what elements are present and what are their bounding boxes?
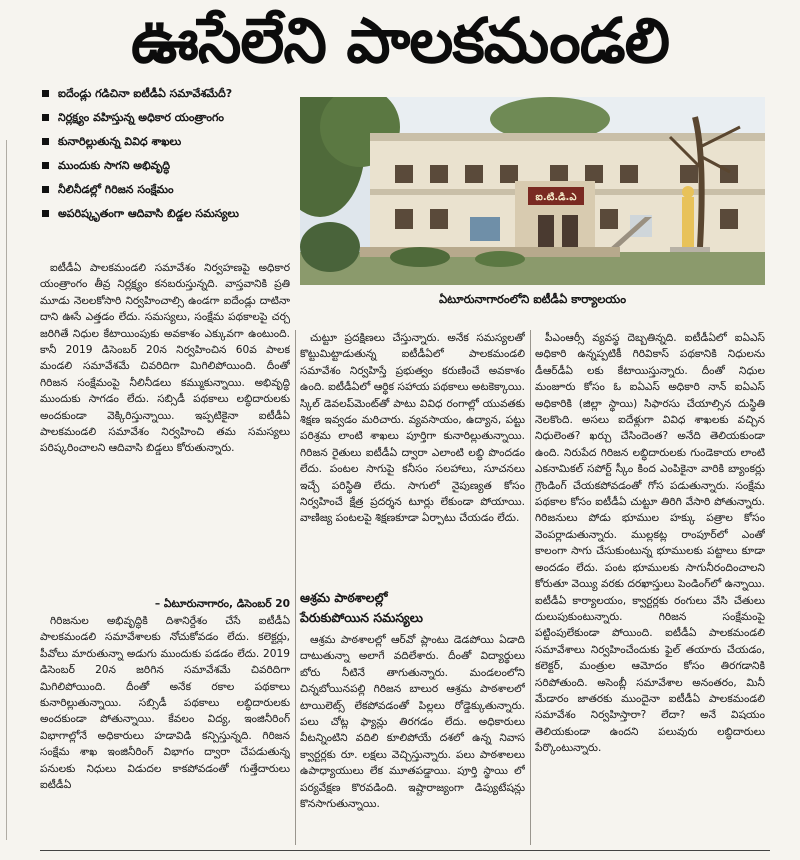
list-item: నీలినీడల్లో గిరిజన సంక్షేమం [40,182,288,198]
article-lead: ఐటీడీఏ పాలకమండలి సమావేశం నిర్వహణపై అధికార యంత్రాంగం తీవ్ర నిర్లక్ష్యం కనబరుస్తున్నది. వాస్తవానికి ప్రతి మూడు నెలలకోసారి నిర్వహించాల్సి ఉండగా ఐదేండ్లు దాటినా దాని ఊసే ఎత్తడం లేదు. సమస్యలు, సంక్షేమ పథకాలపై చర్చ జరిగితే నిధుల కేటాయింపుకు అవకాశం ఎక్కువగా ఉంటుంది. కానీ 2019 డిసెంబర్ 20న నిర్వహించిన 60వ పాలక మండలి సమావేశమే చివరిదిగా మిగిలిపోయింది. దీంతో గిరిజన సంక్షేమంపై నీలినీడలు కమ్ముకున్నాయి. అభివృద్ధి ముందుకు సాగడం లేదు. సబ్సిడీ పథకాలు లబ్ధిదారులకు అందకుండా వెక్కిరిస్తున్నాయి. ఇప్పటికైనా ఐటీడీఏ పాలకమండలి సమావేశం నిర్వహించి తమ సమస్యలు పరిష్కరించాలని ఆదివాసి బిడ్డలు కోరుతున్నారు. [40,262,290,455]
headline: ఊసేలేని పాలకమండలి [130,4,670,77]
list-item: ఐదేండ్లు గడిచినా ఐటీడీఏ సమావేశమేదీ? [40,86,288,102]
square-bullet-icon [42,90,49,97]
dateline: – ఏటూరునాగారం, డిసెంబర్ 20 [154,598,290,610]
square-bullet-icon [42,162,49,169]
highlights-list [40,86,288,230]
article-body-col1: గిరిజనుల అభివృద్ధికి దిశానిర్దేశం చేసే ఐటీడీఏ పాలకమండలి సమావేశాలకు నోచుకోవడం లేదు. కలెక్టర్లు, పీవోలు మారుతున్నా అడుగు ముందుకు పడడం లేదు. 2019 డిసెంబర్ 20న జరిగిన సమావేశమే చివరిదిగా మిగిలిపోయింది. దీంతో అనేక రకాల పథకాలు కునారిల్లుతున్నాయి. సబ్సిడీ పథకాలు లబ్ధిదారులకు అందకుండా పోతున్నాయి. కేవలం విద్య, ఇంజినీరింగ్ విభాగాల్లోనే అధికారులు హడావిడి కన్పిస్తున్నది. గిరిజన సంక్షేమ శాఖ ఇంజినీరింగ్ విభాగం ద్వారా చేపడుతున్న పనులకు నిధులు విడుదల కాకపోవడంతో గుత్తేదారులు ఐటీడీఏ [40,615,290,792]
list-item: నిర్లక్ష్యం వహిస్తున్న అధికార యంత్రాంగం [40,110,288,126]
square-bullet-icon [42,210,49,217]
column-divider [295,330,296,845]
article-body-col2: చుట్టూ ప్రదక్షిణలు చేస్తున్నారు. అనేక సమస్యలతో కొట్టుమిట్టాడుతున్న ఐటీడీఏలో పాలకమండలి సమావేశం నిర్వహిస్తే ప్రభుత్వం కరుణించే అవకాశం ఉంది. ఐటీడీఏలో ఆర్థిక సహాయ పథకాలు అటకెక్కాయి. స్కిల్ డెవలప్‌మెంట్‌తో పాటు వివిధ రంగాల్లో యువతకు శిక్షణ ఇవ్వడం మరిచారు. వ్యవసాయం, ఉద్యాన, పట్టు పరిశ్రమ లాంటి శాఖలు పూర్తిగా కునారిల్లుతున్నాయి. గిరిజన రైతులు ఐటీడీఏ ద్వారా ఎలాంటి లబ్ధి పొందడం లేదు. పంటల సాగుపై కనీసం సలహాలు, సూచనలు ఇచ్చే పరిస్థితి లేదు. సాగులో నైపుణ్యత కోసం నిర్వహించే క్షేత్ర ప్రదర్శన టూర్లు లేకుండా పోయాయి. వాణిజ్య పంటలపై శిక్షణకూడా ఏర్పాటు చేయడం లేదు. [300,332,525,525]
left-margin-rule [6,140,7,840]
photo-caption: ఏటూరునాగారంలోని ఐటీడీఏ కార్యాలయం [438,292,627,306]
itda-office-photo [300,97,765,285]
article-body-col2-section: ఆశ్రమ పాఠశాలల్లో ఆర్‌వో ప్లాంటు డెడపోయి ఏడాది దాటుతున్నా అలాగే వదిలేశారు. దీంతో విద్యార్థులు బోరు నీటినే తాగుతున్నారు. మండలంలోని చిన్నబోయినపల్లి గిరిజన బాలుర ఆశ్రమ పాఠశాలలో టాయిలెట్స్ లేకపోవడంతో పిల్లలు రోడ్డెక్కుతున్నారు. పలు చోట్ల ఫ్యాన్లు తిరగడం లేదు. అధికారులు వీటన్నింటిని వదిలి కూలిపోయే దశలో ఉన్న నివాస క్వార్టర్లకు రూ. లక్షలు వెచ్చిస్తున్నారు. పలు పాఠశాలలు ఉపాధ్యాయులు లేక మూతపడ్డాయి. పూర్తి స్థాయి లో పర్యవేక్షణ కొరవడింది. ఇష్టారాజ్యంగా డిప్యుటేషన్లు కొనసాగుతున్నాయి. [300,634,525,811]
column-divider [530,330,531,845]
list-item: కునారిల్లుతున్న వివిధ శాఖలు [40,134,288,150]
square-bullet-icon [42,138,49,145]
square-bullet-icon [42,186,49,193]
bottom-rule [40,850,770,851]
square-bullet-icon [42,114,49,121]
article-body-col3: పీఎంఆర్సీ వ్యవస్థ దెబ్బతిన్నది. ఐటీడీఏలో ఐఏఎస్ అధికారి ఉన్నప్పటికీ గిరివికాస్ పథకానికి నిధులను డీఆర్‌డీఏ లకు కేటాయిస్తున్నారు. దీంతో నిధుల మంజూరు కోసం ఓ ఐఏఎస్ అధికారి నాన్ ఐఏఎస్ అధికారికి (జిల్లా స్థాయి) సిఫారసు చేయాల్సిన దుస్థితి నెలకొంది. అసలు ఐదేళ్లుగా వివిధ శాఖలకు వచ్చిన నిధులెంత? ఖర్చు చేసిందెంత? అనేది తెలియకుండా ఉంది. నిరుపేద గిరిజన లబ్ధిదారులకు గుండెకాయ లాంటి ఎకనామికల్ సపోర్ట్ స్కీం కింద ఎంపికైనా వారికి బ్యాంకర్లు గ్రౌండింగ్ చేయకపోవడంతో గోస పడుతున్నారు. సంక్షేమ పథకాల కోసం ఐటీడీఏ చుట్టూ తిరిగి వేసారి పోతున్నారు. గిరిజనులు పోడు భూముల హక్కు పత్రాల కోసం వెంపర్లాడుతున్నారు. ముల్లకట్ల రాంపూర్‌లో ఎంతో కాలంగా సాగు చేసుకుంటున్న భూములకు పట్టాలు కూడా అందడం లేదు. పంట భూములకు సాగునీరందించాలని కోరుతూ వెయ్యి వరకు దరఖాస్తులు పెండింగ్‌లో ఉన్నాయి. ఐటీడీఏ కార్యాలయం, క్వార్టర్లకు రంగులు వేసి చేతులు దులుపుకుంటున్నారు. గిరిజన సంక్షేమంపై పట్టింపులేకుండా పోయింది. ఐటీడీఏ పాలకమండలి సమావేశాలు నిర్వహించేందుకు ఫైల్ తయారు చేయడం, కలెక్టర్, మంత్రుల ఆమోదం కోసం తిరగడానికి సరిపోతుంది. అసెంబ్లీ సమావేశాల అనంతరం, మినీ మేడారం జాతరకు ముందైనా ఐటీడీఏ పాలకమండలి సమావేశం నిర్వహిస్తారా? లేదా? అనే విషయం తెలియకుండా ఉందని పలువురు లబ్ధిదారులు పేర్కొంటున్నారు. [535,332,765,755]
building-sign-text: ఐ.టి.డి.ఎ [535,192,577,203]
list-item: ముందుకు సాగని అభివృద్ధి [40,158,288,174]
list-item: అపరిష్కృతంగా ఆదివాసి బిడ్డల సమస్యలు [40,206,288,222]
section-subheading: ఆశ్రమ పాఠశాలల్లో పేరుకుపోయిన సమస్యలు [300,590,423,625]
